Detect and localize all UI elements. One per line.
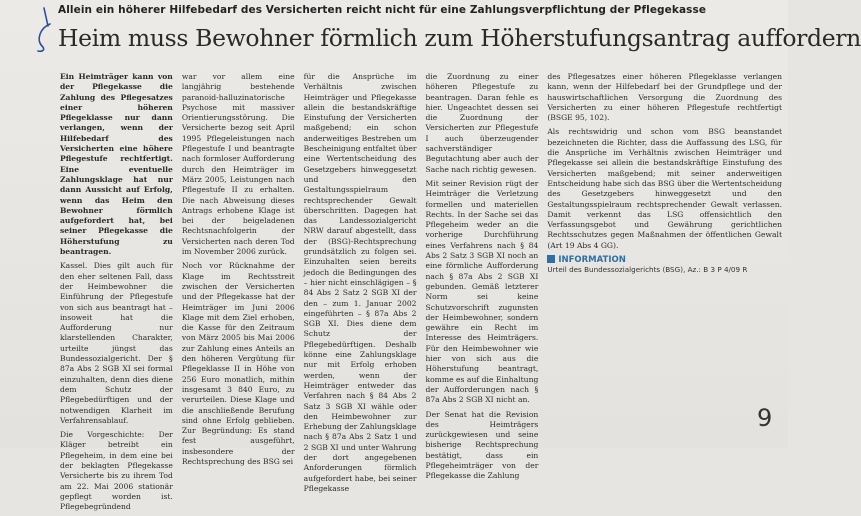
- body-paragraph: Die Vorgeschichte: Der Kläger betreibt ein Pflegeheim, in dem eine bei der beklagten Pflegekasse Versicherte bis zu ihrem Tod am 22. Mai 2006 stationär gepflegt worden ist. Pflegebegründend: [60, 430, 173, 512]
- info-label: INFORMATION: [558, 255, 626, 266]
- info-box-text: Urteil des Bundessozialgerichts (BSG), Az.: B 3 P 4/09 R: [547, 265, 748, 275]
- body-paragraph: Kassel. Dies gilt auch für den eher seltenen Fall, dass der Heimbewohner die Einführung der Pflegestufe von sich aus beantragt hat – insoweit hat die Aufforderung nur klarstellenden Charakter, urteilte jüngst das Bundessozialgericht. Der § 87a Abs 2 SGB XI sei formal einzuhalten, denn dies diene dem Schutz der Pflegebedürftigen und der notwendigen Klarheit im Verfahrensablauf.: [60, 261, 173, 425]
- column-3: [304, 72, 417, 516]
- body-paragraph: die Zuordnung zu einer höheren Pflegestufe zu beantragen. Daran fehle es hier. Ungeachtet dessen sei die Zuordnung der Versicherten zur Pflegestufe I auch überzeugender sachverständiger Begutachtung aber auch der Sache nach richtig gewesen.: [425, 72, 539, 174]
- body-paragraph: Der Senat hat die Revision des Heimträgers zurückgewiesen und seine bisherige Rechtsprechung bestätigt, dass ein Pflegeheimträger von der Pflegekasse die Zahlung: [425, 409, 539, 481]
- lead-paragraph: Ein Heimträger kann von der Pflegekasse die Zahlung des Pflegesatzes einer höheren Pflegeklasse nur dann verlangen, wenn der Hilfebedarf des Versicherten eine höhere Pflegestufe rechtfertigt. Eine eventuelle Zahlungsklage hat nur dann Aussicht auf Erfolg, wenn das Heim den Bewohner förmlich aufgefordert hat, bei seiner Pflegekasse die Höherstufung zu beantragen.: [60, 72, 173, 257]
- article-body: [60, 72, 782, 512]
- pen-mark-icon: [34, 6, 56, 54]
- column-1: [60, 72, 173, 516]
- body-paragraph: Mit seiner Revision rügt der Heimträger die Verletzung formellen und materiellen Rechts. In der Sache sei das Pflegeheim weder an die vorherige Durchführung eines Verfahrens nach § 84 Abs 2 Satz 3 SGB XI noch an eine förmliche Aufforderung nach § 87a Abs 2 SGB XI gebunden. Gemäß letzterer Norm sei keine Schutzvorschrift zugunsten der Heimbewohner, sondern gewähre ein Recht im Interesse des Heimträgers. Für den Heimbewohner wie hier von sich aus die Höherstufung beantragt, komme es auf die Einhaltung der Aufforderungen nach § 87a Abs 2 SGB XI nicht an.: [425, 178, 539, 405]
- body-paragraph: des Pflegesatzes einer höheren Pflegeklasse verlangen kann, wenn der Hilfebedarf bei der Grundpflege und der hauswirtschaftlichen Versorgung die Zuordnung des Versicherten zu einer höheren Pflegestufe rechtfertigt (BSGE 95, 102).: [547, 72, 782, 123]
- body-paragraph: für die Ansprüche im Verhältnis zwischen Heimträger und Pflegekasse allein die bestandskräftige Einstufung der Versicherten maßgebend; ein schon anderweitiges Bestreben um Bescheinigung entfaltet über eine Wertentscheidung des Gesetzgebers hinweggesetzt und den Gestaltungsspielraum rechtsprechender Gewalt überschritten. Dagegen hat das Landessozialgericht NRW darauf abgestellt, dass der (BSG)-Rechtsprechung grundsätzlich zu folgen sei. Einzuhalten seien bereits jedoch die Bedingungen des – hier nicht einschlägigen – § 84 Abs 2 Satz 2 SGB XI der den – zum 1. Januar 2002 eingeführten – § 87a Abs 2 SGB XI. Dies diene dem Schutz der Pflegebedürftigen. Deshalb könne eine Zahlungsklage nur mit Erfolg erhoben werden, wenn der Heimträger entweder das Verfahren nach § 84 Abs 2 Satz 3 SGB XI wähle oder den Heimbewohner zur Erhebung der Zahlungsklage nach § 87a Abs 2 Satz 1 und 2 SGB XI und unter Wahrung der dort angegebenen Anforderungen förmlich aufgefordert habe, bei seiner Pflegekasse: [303, 72, 417, 493]
- column-2: [182, 72, 295, 516]
- body-paragraph: Als rechtswidrig und schon vom BSG beanstandet bezeichneten die Richter, dass die Auffassung des LSG, für die Ansprüche im Verhältnis zwischen Heimträger und Pflegekasse sei allein die bestandskräftige Einstufung des Versicherten maßgebend; mit seiner anderweitigen Entscheidung habe sich das BSG über die Wertentscheidung des Gesetzgebers hinweggesetzt und den Gestaltungsspielraum rechtsprechender Gewalt verlassen. Damit verkennt das LSG offensichtlich den Verfassungsgebot und Gewährung gerichtlichen Rechtsschutzes gegen Maßnahmen der öffentlichen Gewalt (Art 19 Abs 4 GG).: [547, 127, 782, 250]
- column-5: [547, 72, 782, 516]
- article-headline: Heim muss Bewohner förmlich zum Höherstufungsantrag auffordern: [58, 24, 861, 52]
- info-box-heading: [547, 255, 782, 265]
- info-square-icon: [547, 255, 555, 263]
- column-4: [426, 72, 539, 516]
- body-paragraph: war vor allem eine langjährig bestehende paranoid-halluzinatorische Psychose mit massiver Orientierungsstörung. Die Versicherte bezog seit April 1995 Pflegeleistungen nach Pflegestufe I und beantragte nach formloser Aufforderung durch den Heimträger im März 2005, Leistungen nach Pflegestufe II zu erhalten. Die nach Abweisung dieses Antrags erhobene Klage ist bei der beigeladenen Rechtsnachfolgerin der Versicherten nach deren Tod im November 2006 zurück.: [181, 72, 295, 257]
- handwritten-page-mark: 9: [757, 404, 773, 432]
- article-kicker: Allein ein höherer Hilfebedarf des Versicherten reicht nicht für eine Zahlungsverpflichtung der Pflegekasse: [58, 4, 707, 16]
- body-paragraph: Noch vor Rücknahme der Klage im Rechtsstreit zwischen der Versicherten und der Pflegekasse hat der Heimträger im Juni 2006 Klage mit dem Ziel erhoben, die Kasse für den Zeitraum von März 2005 bis Mai 2006 zur Zahlung eines Anteils an den höheren Vergütung für Pflegeklasse II in Höhe von 256 Euro monatlich, mithin insgesamt 3 840 Euro, zu verurteilen. Diese Klage und die anschließende Berufung sind ohne Erfolg geblieben. Zur Begründung: Es stand fest ausgeführt, insbesondere der Rechtsprechung des BSG sei: [181, 261, 295, 466]
